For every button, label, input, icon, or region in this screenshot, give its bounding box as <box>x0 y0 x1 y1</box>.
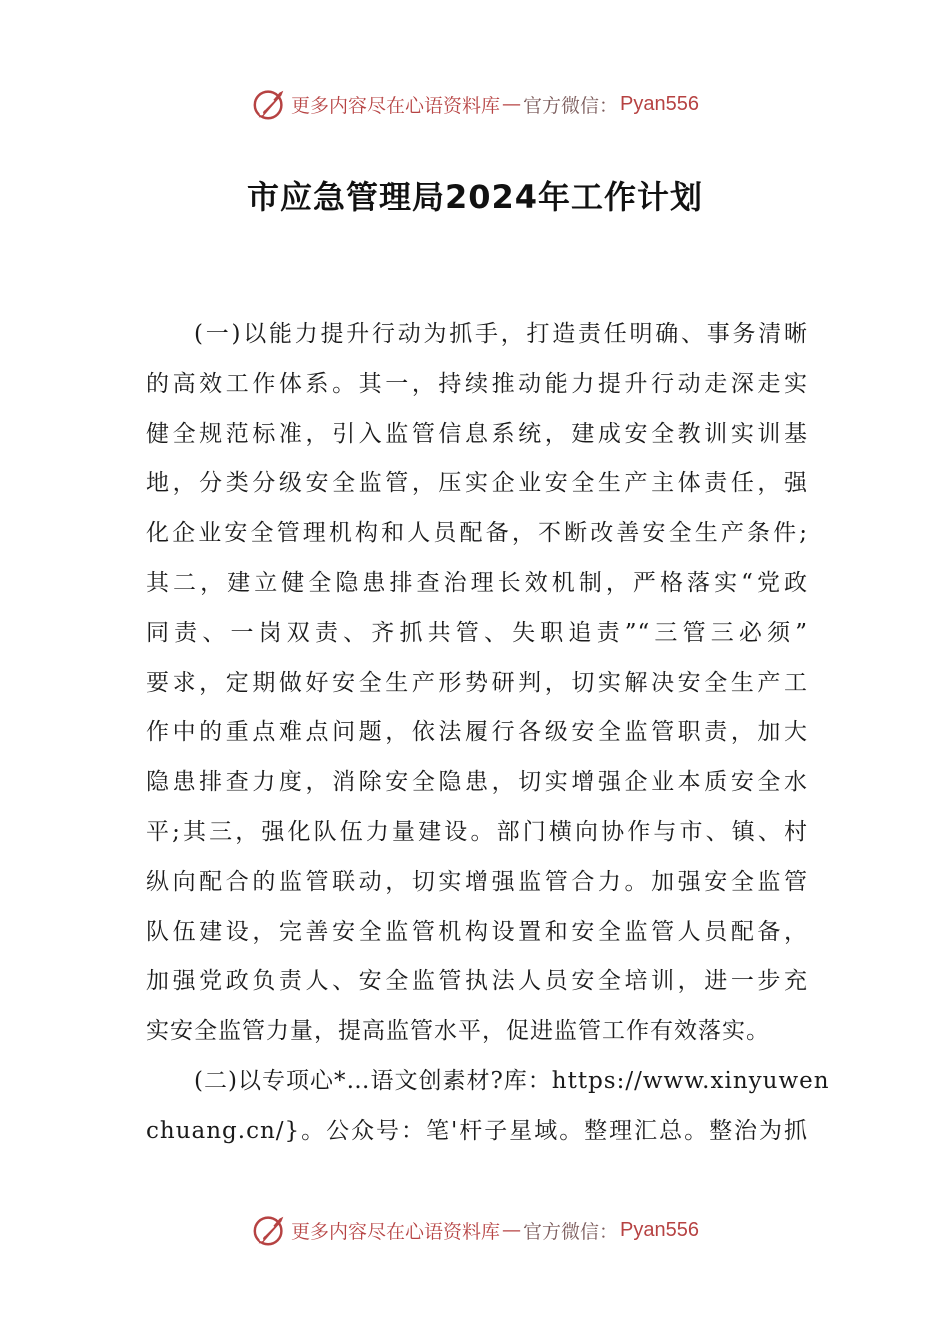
banner-wechat-label: 官方微信： <box>523 94 619 117</box>
banner-dash: — <box>502 93 522 115</box>
body-line: 加强党政负责人、安全监管执法人员安全培训，进一步充 <box>146 968 808 995</box>
body-line: 实安全监管力量，提高监管水平，促进监管工作有效落实。 <box>146 1018 770 1045</box>
body-line: 隐患排查力度，消除安全隐患，切实增强企业本质安全水 <box>146 769 808 796</box>
banner-wechat-id: Pyan556 <box>620 1218 699 1241</box>
body-line: 地，分类分级安全监管，压实企业安全生产主体责任，强 <box>146 470 808 497</box>
quill-logo-icon <box>251 85 289 123</box>
body-line: 纵向配合的监管联动，切实增强监管合力。加强安全监管 <box>146 868 808 895</box>
body-line: 化企业安全管理机构和人员配备，不断改善安全生产条件; <box>146 520 808 547</box>
quill-logo-icon <box>251 1211 289 1249</box>
body-line: chuang.cn/}。公众号：笔'杆子星域。整理汇总。整治为抓 <box>146 1117 808 1144</box>
banner-dash: — <box>502 1219 522 1241</box>
body-line: 队伍建设，完善安全监管机构设置和安全监管人员配备， <box>146 918 808 945</box>
body-line: (一)以能力提升行动为抓手，打造责任明确、事务清晰 <box>194 321 808 347</box>
body-line: 健全规范标准，引入监管信息系统，建成安全教训实训基 <box>146 420 808 447</box>
body-line: 其二，建立健全隐患排查治理长效机制，严格落实“党政 <box>146 569 808 596</box>
banner-wechat-label: 官方微信： <box>523 1220 619 1243</box>
body-line: 作中的重点难点问题，依法履行各级安全监管职责，加大 <box>146 719 808 746</box>
body-line: (二)以专项心*…语文创素材?库：https://www.xinyuwen <box>194 1067 830 1094</box>
body-line: 要求，定期做好安全生产形势研判，切实解决安全生产工 <box>146 669 808 696</box>
body-line: 同责、一岗双责、齐抓共管、失职追责”“三管三必须” <box>146 619 808 646</box>
body-line: 平;其三，强化队伍力量建设。部门横向协作与市、镇、村 <box>146 818 808 845</box>
document-body <box>146 310 830 1157</box>
header-watermark-banner <box>0 82 950 126</box>
footer-watermark-banner <box>0 1208 950 1252</box>
document-title: 市应急管理局2024年工作计划 <box>246 178 704 216</box>
body-line: 的高效工作体系。其一，持续推动能力提升行动走深走实 <box>146 370 808 397</box>
banner-wechat-id: Pyan556 <box>620 92 699 115</box>
banner-brand-text: 更多内容尽在心语资料库 <box>291 1220 501 1243</box>
banner-brand-text: 更多内容尽在心语资料库 <box>291 94 501 117</box>
